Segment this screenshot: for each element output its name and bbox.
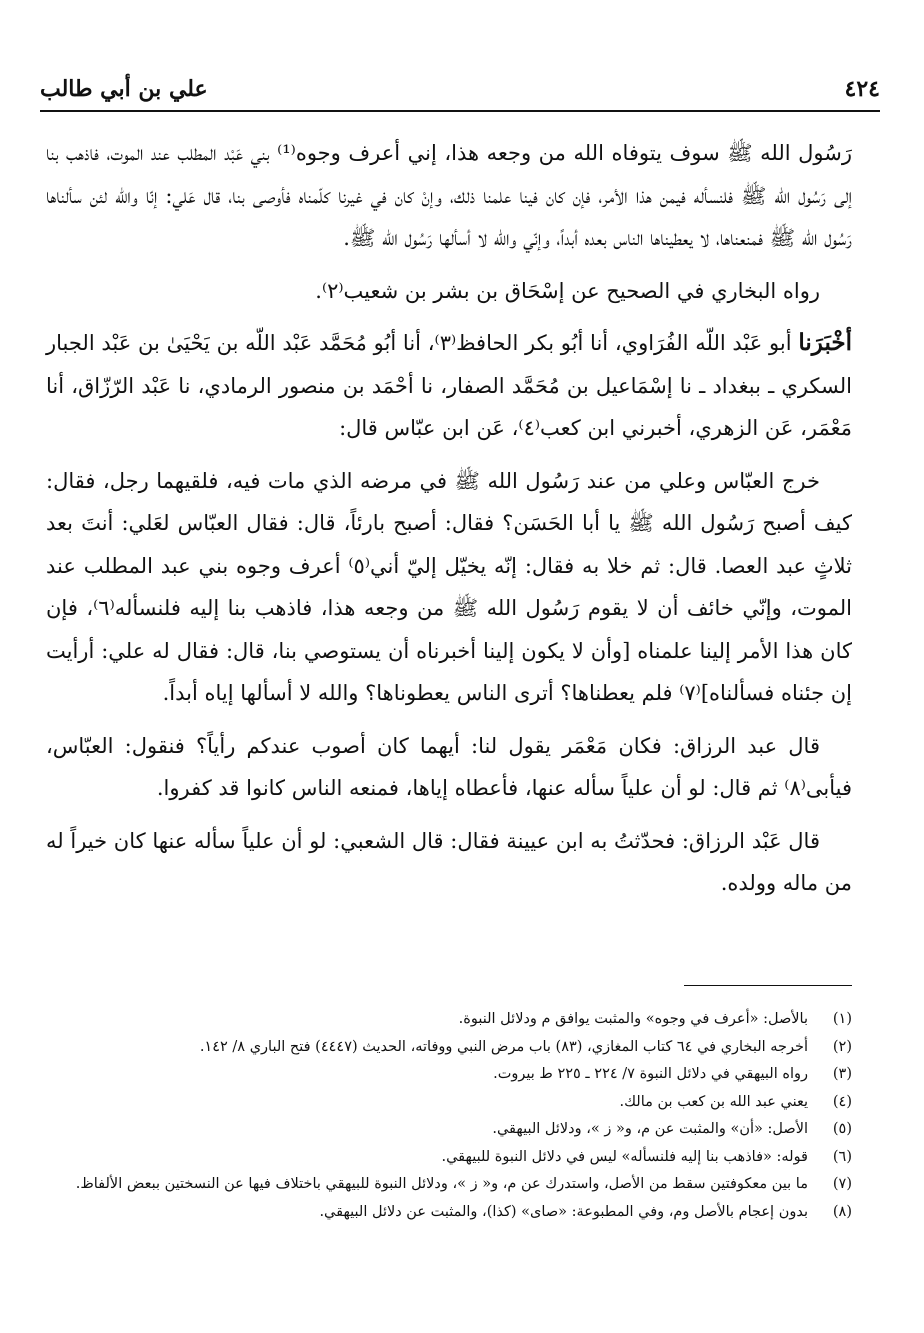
footnote-text: ما بين معكوفتين سقط من الأصل، واستدرك عن م، و« ز »، ودلائل النبوة للبيهقي باختلاف فيها عن النسختين ببعض الألفاظ. xyxy=(75,1176,808,1192)
footnote-number: (٢) xyxy=(832,1038,852,1055)
paragraph: رَسُول الله ﷺ سوف يتوفاه الله من وجعه هذا، إني أعرف وجوه⁽¹⁾ بني عَبْد المطلب عند الموت، فاذهب بنا إلى رَسُول الله ﷺ فلنسأله فيمن هذا الأمر، فإن كان فينا علمنا ذلك، وإنْ كان في غيرنا كلّمناه فأوصى بنا، قال عَلي: إنّا والله لئن سألناها رَسُول الله ﷺ فمنعناها، لا يعطيناها الناس بعده أبداً، وإنّي والله لا أسألها رَسُول الله ﷺ. xyxy=(46,141,853,250)
footnote xyxy=(64,1061,852,1089)
footnote xyxy=(64,1199,852,1227)
paragraph: قال عَبْد الرزاق: فحدّثتُ به ابن عيينة فقال: قال الشعبي: لو أن علياً سأله عنها كان خيراً له من ماله وولده. xyxy=(46,828,852,895)
paragraph: رواه البخاري في الصحيح عن إسْحَاق بن بشر بن شعيب⁽٢⁾. xyxy=(315,278,820,303)
header-rule xyxy=(40,110,880,112)
paragraph: خرج العبّاس وعلي من عند رَسُول الله ﷺ في مرضه الذي مات فيه، فلقيهما رجل، فقال: كيف أصبح رَسُول الله ﷺ يا أبا الحَسَن؟ فقال: أصبح بارئاً، قال: فقال العبّاس لعَلي: أنتَ بعد ثلاثٍ عبد العصا. قال: ثم خلا به فقال: إنّه يخيّل إليّ أني⁽٥⁾ أعرف وجوه بني عبد المطلب عند الموت، وإنّي خائف أن لا يقوم رَسُول الله ﷺ من وجعه هذا، فاذهب بنا إليه فلنسأله⁽٦⁾، فإن كان هذا الأمر إلينا علمناه [وأن لا يكون إلينا أخبرناه أن يستوصي بنا، قال: فقال له علي: أرأيت إن جئناه فسألناه]⁽٧⁾ فلم يعطناها؟ أترى الناس يعطوناها؟ والله لا أسألها إياه أبداً. xyxy=(46,468,852,705)
footnote xyxy=(64,1089,852,1117)
footnote xyxy=(64,1144,852,1172)
footnote-number: (٣) xyxy=(832,1066,852,1082)
footnote-number: (٨) xyxy=(832,1203,852,1220)
footnote xyxy=(64,1171,852,1199)
footnote-number: (٥) xyxy=(832,1121,852,1137)
footnote-separator xyxy=(684,985,852,986)
footnote-text: بدون إعجام بالأصل وم، وفي المطبوعة: «صاى» (كذا)، والمثبت عن دلائل البيهقي. xyxy=(319,1203,808,1220)
running-title: علي بن أبي طالب xyxy=(40,76,208,102)
page-header xyxy=(40,70,880,114)
footnote-text: رواه البيهقي في دلائل النبوة ٧/ ٢٢٤ ـ ٢٢٥ ط بيروت. xyxy=(493,1066,808,1082)
footnote-number: (٦) xyxy=(832,1148,852,1165)
paragraph-text: أبو عَبْد اللّه الفُرَاوي، أنا أبُو بكر الحافظ⁽٣⁾، أنا أبُو مُحَمَّد عَبْد اللّه بن يَحْيَىٰ بن عَبْد الجبار السكري ـ ببغداد ـ نا إسْمَاعيل بن مُحَمَّد الصفار، نا أحْمَد بن منصور الرمادي، نا عَبْد الرّزّاق، أنا مَعْمَر، عَن الزهري، أخبرني ابن كعب⁽٤⁾، عَن ابن عبّاس قال: xyxy=(46,331,852,440)
footnote xyxy=(64,1006,852,1034)
footnote-number: (٧) xyxy=(832,1176,852,1192)
footnote-text: قوله: «فاذهب بنا إليه فلنسأله» ليس في دلائل النبوة للبيهقي. xyxy=(441,1148,808,1165)
footnote-number: (١) xyxy=(832,1011,852,1027)
footnote xyxy=(64,1034,852,1062)
footnote-number: (٤) xyxy=(832,1093,852,1110)
footnote-text: يعني عبد الله بن كعب بن مالك. xyxy=(619,1093,808,1110)
lead-word: أخْبَرَنا xyxy=(798,329,852,356)
page-number: ٤٢٤ xyxy=(844,76,880,102)
footnote xyxy=(64,1116,852,1144)
footnote-text: بالأصل: «أعرف في وجوه» والمثبت يوافق م ودلائل النبوة. xyxy=(458,1011,808,1027)
footnote-text: الأصل: «أن» والمثبت عن م، و« ز »، ودلائل البيهقي. xyxy=(492,1121,808,1137)
footnotes xyxy=(64,1006,852,1226)
footnote-text: أخرجه البخاري في ٦٤ كتاب المغازي، (٨٣) باب مرض النبي ووفاته، الحديث (٤٤٤٧) فتح الباري ٨/ ١٤٢. xyxy=(199,1038,808,1055)
paragraph xyxy=(46,322,852,450)
main-text xyxy=(46,132,852,915)
paragraph: قال عبد الرزاق: فكان مَعْمَر يقول لنا: أيهما كان أصوب عندكم رأياً؟ فنقول: العبّاس، فيأبى⁽٨⁾ ثم قال: لو أن علياً سأله عنها، فأعطاه إياها، فمنعه الناس كانوا قد كفروا. xyxy=(46,733,852,800)
